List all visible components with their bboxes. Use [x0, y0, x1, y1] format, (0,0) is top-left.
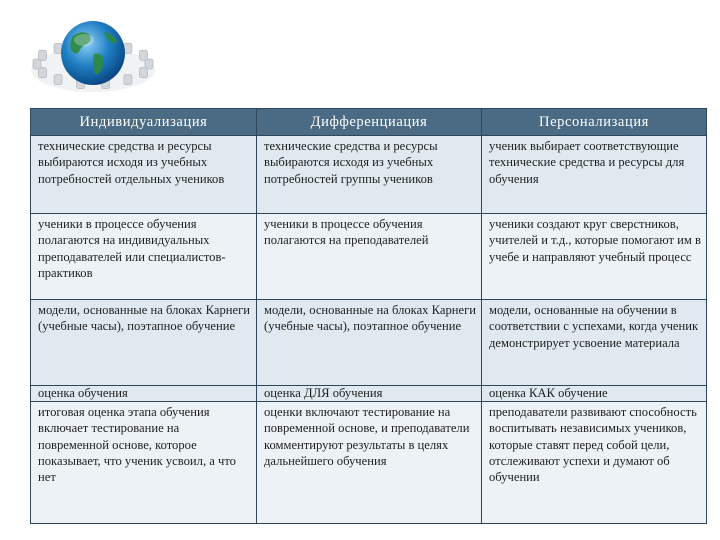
table-row — [31, 402, 707, 524]
chair-icon — [39, 50, 47, 60]
table-cell: ученик выбирает соответствующие технические средства и ресурсы для обучения — [482, 136, 707, 214]
table-cell: преподаватели развивают способность воспитывать независимых учеников, которые ставят перед собой цели, отслеживают успехи и думают об обучении — [482, 402, 707, 524]
chair-icon — [124, 75, 132, 85]
chair-icon — [54, 75, 62, 85]
globe-with-chairs-icon — [18, 6, 168, 108]
chair-icon — [140, 50, 148, 60]
column-header-personalization: Персонализация — [482, 109, 707, 136]
table-cell: оценки включают тестирование на повременной основе, и преподаватели комментируют результаты в целях дальнейшего обучения — [257, 402, 482, 524]
table-cell: модели, основанные на блоках Карнеги (учебные часы), поэтапное обучение — [257, 300, 482, 386]
chair-icon — [124, 43, 132, 53]
chair-icon — [140, 68, 148, 78]
table-cell: ученики в процессе обучения полагаются на индивидуальных преподавателей или специалистов-практиков — [31, 214, 257, 300]
table-row — [31, 214, 707, 300]
table-cell: оценка обучения — [31, 386, 257, 402]
table-cell: технические средства и ресурсы выбираются исходя из учебных потребностей отдельных учеников — [31, 136, 257, 214]
table-cell: ученики создают круг сверстников, учителей и т.д., которые помогают им в учебе и направляют учебный процесс — [482, 214, 707, 300]
table-cell: модели, основанные на блоках Карнеги (учебные часы), поэтапное обучение — [31, 300, 257, 386]
table-header-row — [31, 109, 707, 136]
table-row — [31, 136, 707, 214]
table-row — [31, 386, 707, 402]
comparison-table — [30, 108, 707, 524]
column-header-individualization: Индивидуализация — [31, 109, 257, 136]
table-cell: итоговая оценка этапа обучения включает тестирование на повременной основе, которое показывает, что ученик усвоил, а что нет — [31, 402, 257, 524]
column-header-differentiation: Дифференциация — [257, 109, 482, 136]
table-cell: оценка КАК обучение — [482, 386, 707, 402]
table-cell: оценка ДЛЯ обучения — [257, 386, 482, 402]
table-cell: модели, основанные на обучении в соответствии с успехами, когда ученик демонстрирует усвоение материала — [482, 300, 707, 386]
table-row — [31, 300, 707, 386]
table-cell: ученики в процессе обучения полагаются на преподавателей — [257, 214, 482, 300]
table-cell: технические средства и ресурсы выбираются исходя из учебных потребностей группы учеников — [257, 136, 482, 214]
chair-icon — [54, 43, 62, 53]
